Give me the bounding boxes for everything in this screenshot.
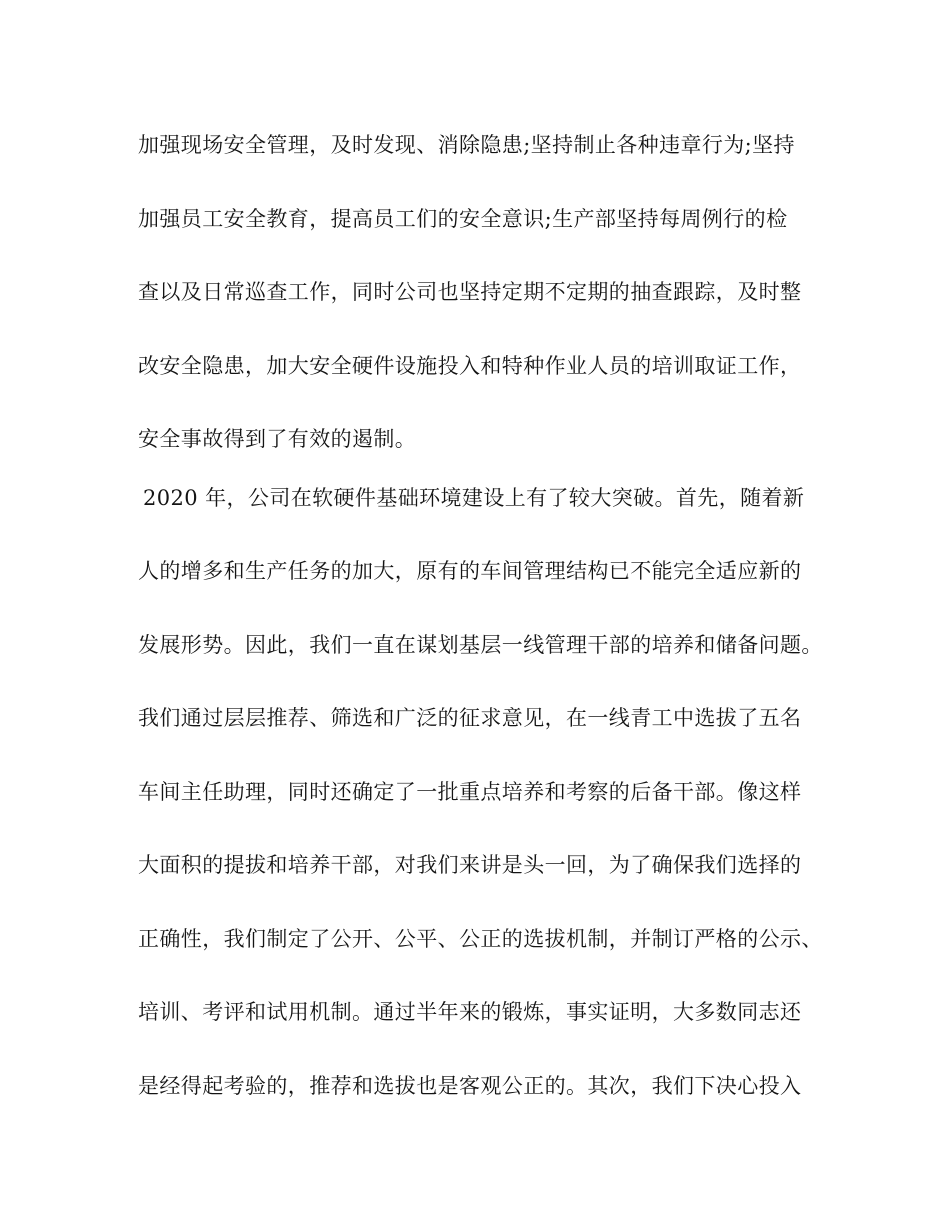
text-line: 加强现场安全管理，及时发现、消除隐患;坚持制止各种违章行为;坚持: [138, 133, 795, 157]
text-line: 加强员工安全教育，提高员工们的安全意识;生产部坚持每周例行的检: [138, 207, 788, 231]
text-line: 车间主任助理，同时还确定了一批重点培养和考察的后备干部。像这样: [138, 780, 802, 804]
text-line: 正确性，我们制定了公开、公平、公正的选拔机制，并制订严格的公示、: [138, 927, 823, 951]
text-line: 人的增多和生产任务的加大，原有的车间管理结构已不能完全适应新的: [138, 559, 802, 583]
text-line: 是经得起考验的，推荐和选拔也是客观公正的。其次，我们下决心投入: [138, 1074, 802, 1098]
text-line: 培训、考评和试用机制。通过半年来的锻炼，事实证明，大多数同志还: [138, 1000, 802, 1024]
text-line: 大面积的提拔和培养干部，对我们来讲是头一回，为了确保我们选择的: [138, 853, 802, 877]
text-line: 2020 年，公司在软硬件基础环境建设上有了较大突破。首先，随着新: [143, 486, 805, 510]
text-line: 发展形势。因此，我们一直在谋划基层一线管理干部的培养和储备问题。: [138, 633, 823, 657]
text-line: 我们通过层层推荐、筛选和广泛的征求意见，在一线青工中选拔了五名: [138, 706, 802, 730]
text-line: 查以及日常巡查工作，同时公司也坚持定期不定期的抽查跟踪，及时整: [138, 280, 802, 304]
text-line: 安全事故得到了有效的遏制。: [138, 427, 417, 451]
text-line: 改安全隐患，加大安全硬件设施投入和特种作业人员的培训取证工作，: [138, 354, 802, 378]
